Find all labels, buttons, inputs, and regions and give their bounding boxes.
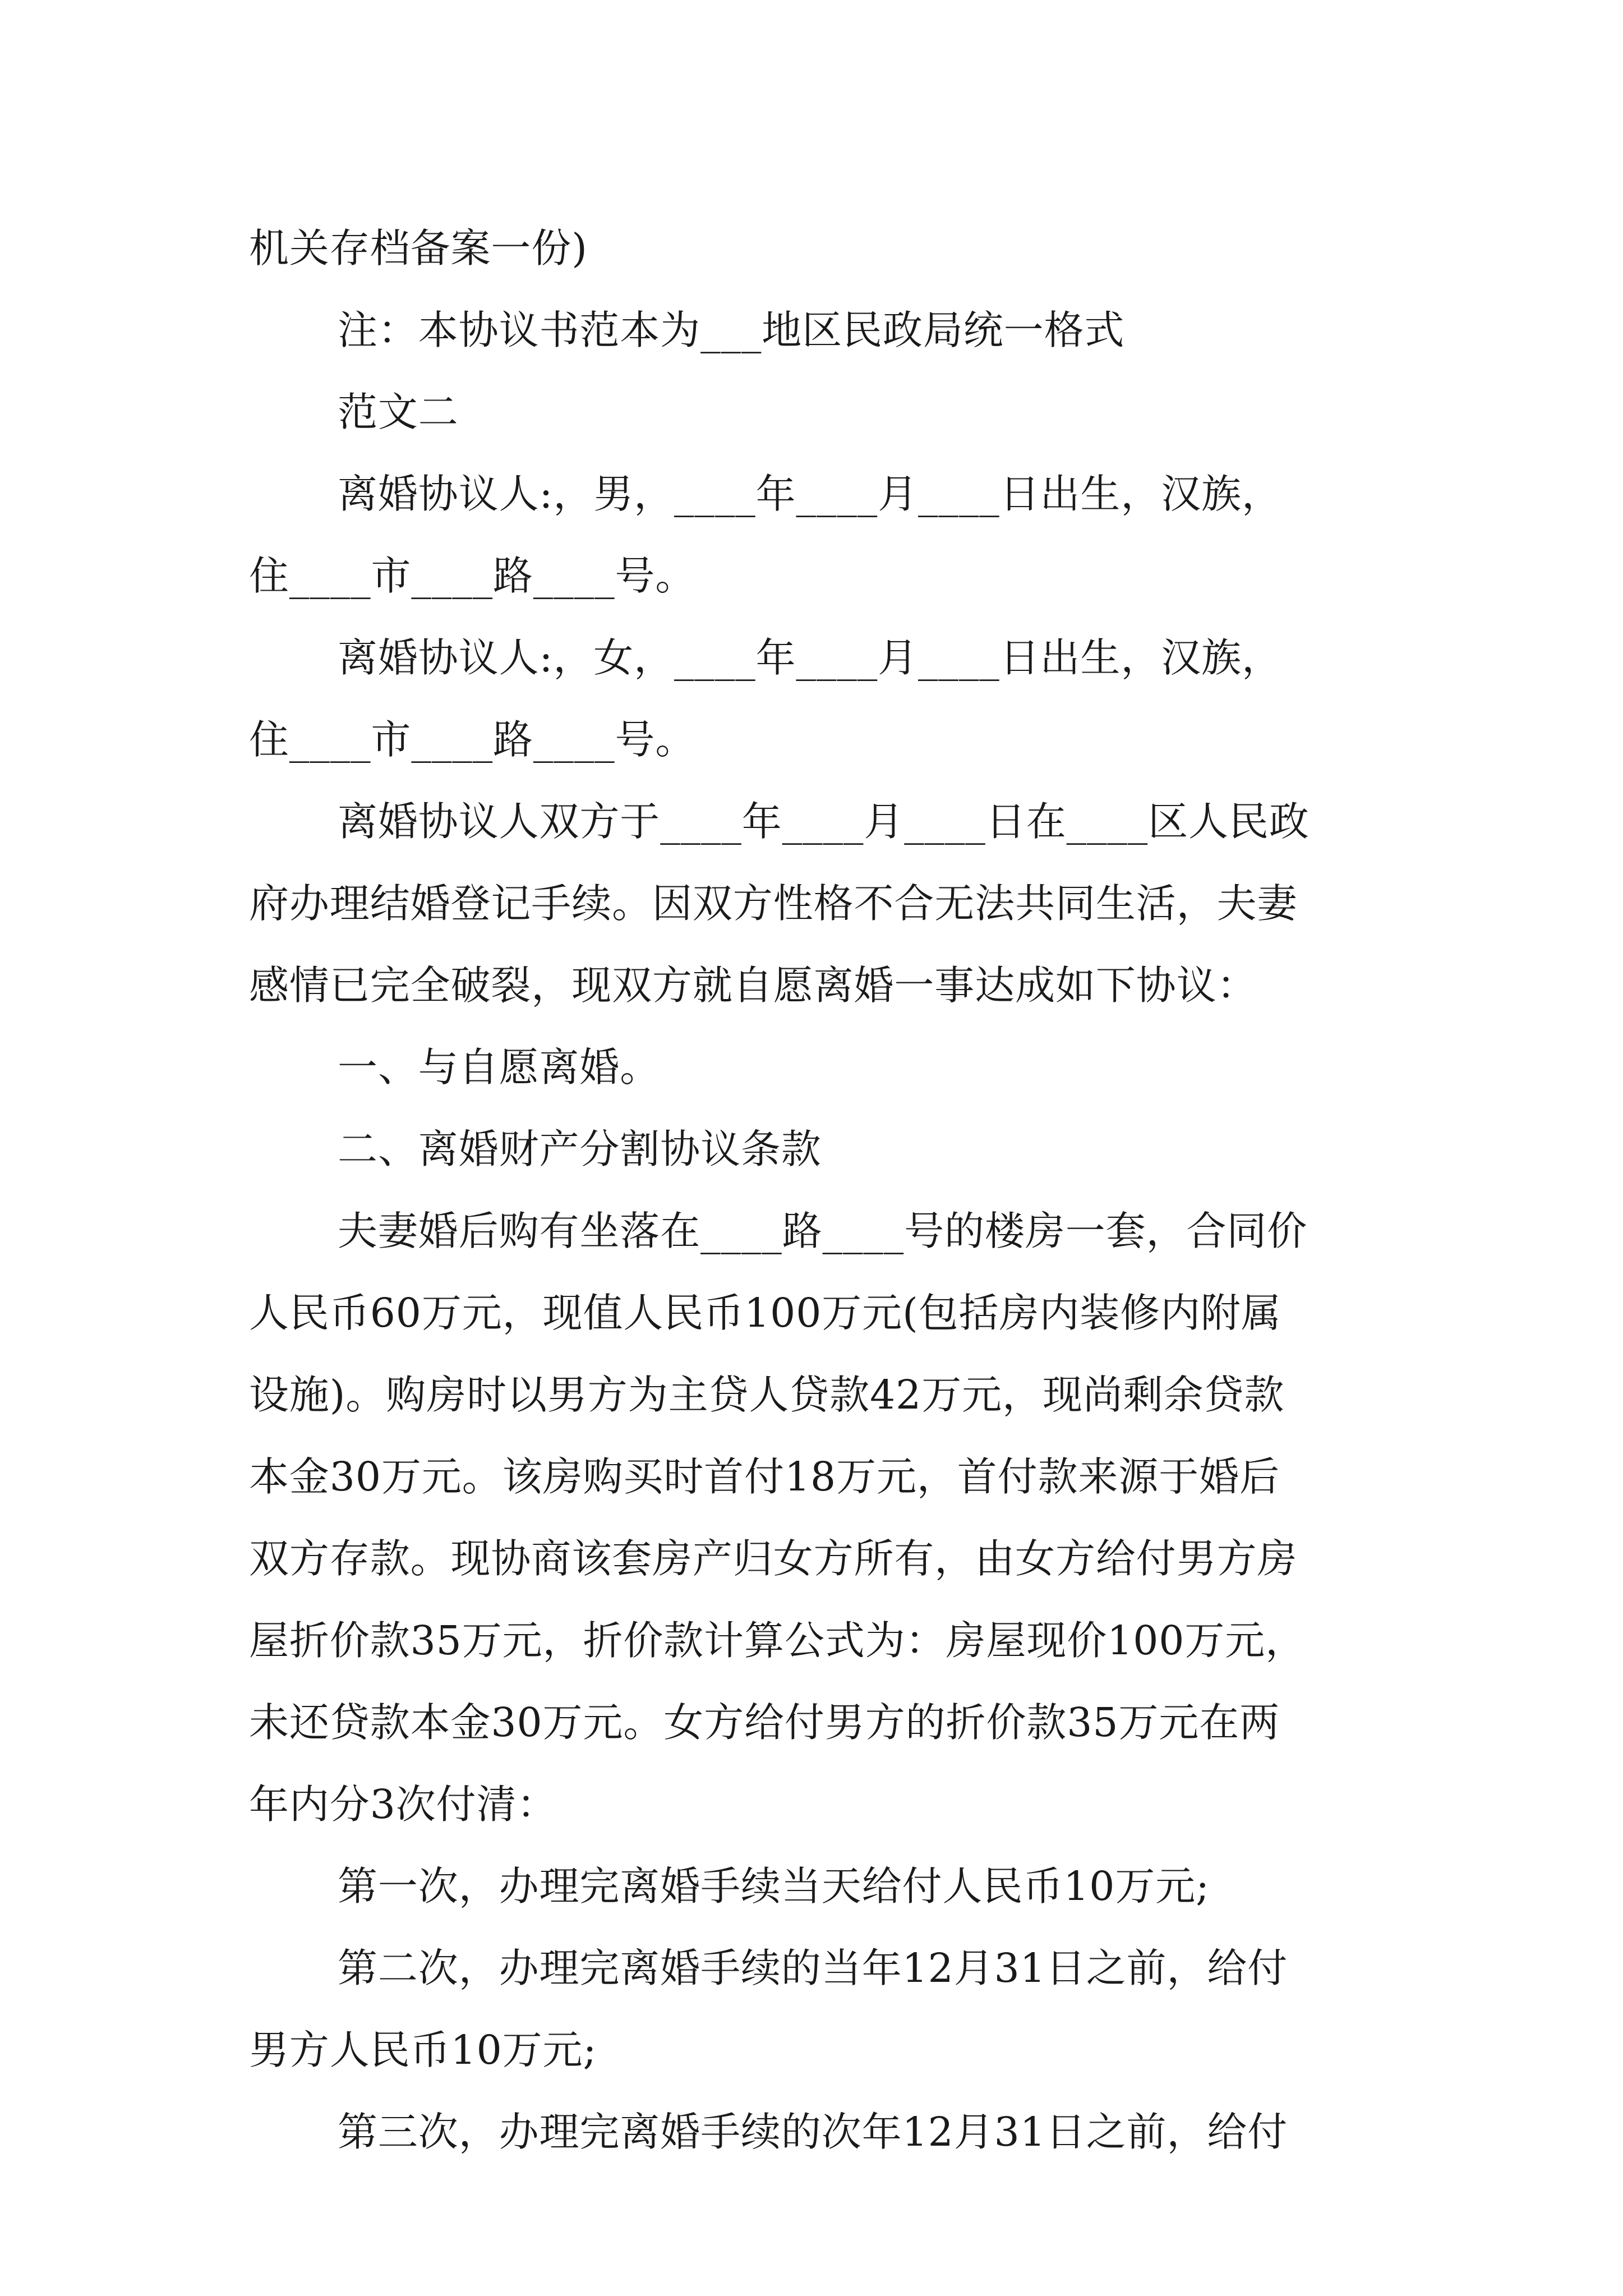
text-line: 夫妻婚后购有坐落在____路____号的楼房一套，合同价 [338, 1208, 1308, 1254]
text-line: 离婚协议人:，女，____年____月____日出生，汉族， [338, 634, 1282, 681]
text-line: 注：本协议书范本为___地区民政局统一格式 [338, 307, 1125, 353]
section-heading: 范文二 [338, 389, 459, 435]
text-line: 屋折价款35万元，折价款计算公式为：房屋现价100万元， [249, 1617, 1306, 1664]
text-line: 男方人民币10万元; [249, 2027, 597, 2073]
text-line: 双方存款。现协商该套房产归女方所有，由女方给付男方房 [249, 1535, 1298, 1582]
text-line: 感情已完全破裂，现双方就自愿离婚一事达成如下协议： [249, 962, 1257, 1009]
text-line: 住____市____路____号。 [249, 553, 696, 599]
text-line: 府办理结婚登记手续。因双方性格不合无法共同生活，夫妻 [249, 880, 1298, 927]
document-body [249, 208, 1387, 2173]
text-line: 第一次，办理完离婚手续当天给付人民币10万元; [338, 1863, 1210, 1910]
text-line: 机关存档备案一份) [249, 225, 588, 272]
text-line: 住____市____路____号。 [249, 716, 696, 763]
text-line: 设施)。购房时以男方为主贷人贷款42万元，现尚剩余贷款 [249, 1372, 1285, 1418]
text-line: 年内分3次付清： [249, 1781, 557, 1828]
text-line: 第三次，办理完离婚手续的次年12月31日之前，给付 [338, 2109, 1288, 2155]
text-line: 第二次，办理完离婚手续的当年12月31日之前，给付 [338, 1945, 1288, 1991]
clause-heading: 一、与自愿离婚。 [338, 1044, 661, 1091]
text-line: 未还贷款本金30万元。女方给付男方的折价款35万元在两 [249, 1699, 1280, 1746]
text-line: 本金30万元。该房购买时首付18万元，首付款来源于婚后 [249, 1453, 1280, 1500]
text-line: 人民币60万元，现值人民币100万元(包括房内装修内附属 [249, 1290, 1281, 1336]
clause-heading: 二、离婚财产分割协议条款 [338, 1126, 822, 1172]
text-line: 离婚协议人:，男，____年____月____日出生，汉族， [338, 471, 1282, 517]
text-line: 离婚协议人双方于____年____月____日在____区人民政 [338, 798, 1310, 845]
